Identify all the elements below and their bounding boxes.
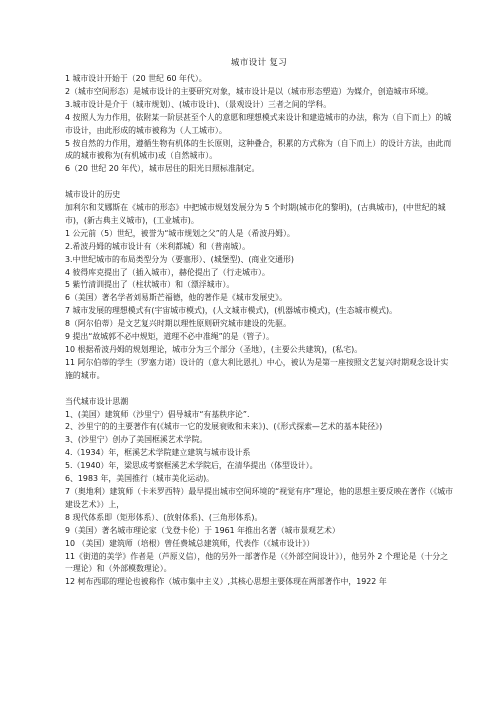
paragraph: 4 彼得库克提出了（插入城市），赫伦提出了（行走城市）。 xyxy=(65,267,270,277)
paragraph: 3.中世纪城市的布局类型分为（要塞形）、(城堡型)、(商业交通形) xyxy=(65,254,294,264)
paragraph: 1 公元前（5）世纪，被誉为“城市规划之父”的人是（希波丹姆）。 xyxy=(65,228,295,238)
paragraph: 2.希波丹姆的城市设计有（米利都城）和（普南城）。 xyxy=(65,241,251,251)
paragraph: 9 提出“故城郭不必中规矩，道理不必中准绳”的是（管子）。 xyxy=(65,332,275,342)
section-contemporary xyxy=(65,396,453,590)
paragraph: 1 城市设计开始于（20 世纪 60 年代）。 xyxy=(65,74,207,83)
paragraph: 8（阿尔伯蒂）是文艺复兴时期以理性原则研究城市建设的先驱。 xyxy=(65,319,291,329)
paragraph: 5 按自然的力作用，遵循生物有机体的生长原则，这种叠合，积累的方式称为（自下而上）的设计方法，由此而成的城市被称为(有机城市)或（自然城市）。 xyxy=(65,138,452,161)
paragraph: 6（20 世纪 20 年代），城市居住的阳光日照标准制定。 xyxy=(65,164,260,174)
paragraph: 3、(沙里宁）创办了美国框溪艺术学院。 xyxy=(65,435,208,445)
paragraph: 5 紫竹清训提出了（柱状城市）和（漂浮城市）。 xyxy=(65,280,235,290)
paragraph: 3.城市设计是介于（城市规划）、(城市设计)、（景观设计）三者之间的学科。 xyxy=(65,99,332,109)
paragraph: 6、1983 年，美国推行（城市美化运动)。 xyxy=(65,474,215,484)
paragraph: 4 按照人为力作用，依附某一阶层甚至个人的意愿和理想模式来设计和建造城市的办法，称为（自下而上）的城市设计，由此形成的城市被称为（人工城市）。 xyxy=(65,112,452,135)
paragraph: 2、沙里宁的的主要著作有(《城市一它的发展衰败和未来》)、(《形式探索—艺术的基本陡径》) xyxy=(65,422,383,432)
section-heading: 城市设计的历史 xyxy=(65,190,121,200)
paragraph: 4.（1934）年，框溪艺术学院建立建筑与城市设计系 xyxy=(65,448,251,458)
paragraph: 8 现代体系即（矩形体系）、(放射体系)、(三角形体系)。 xyxy=(65,512,263,522)
paragraph: 7 城市发展的理想模式有(宇宙城市模式)，(人文城市模式)，(机器城市模式)，(生态城市模式)。 xyxy=(65,306,398,316)
paragraph: 10 （美国）建筑师（培根）曾任费城总建筑师，代表作（《城市设计》） xyxy=(65,538,315,548)
paragraph: 12 柯布西耶的理论也被称作（城市集中主义）,其核心思想主要体现在两部著作中，1922 年 xyxy=(65,577,387,587)
section-heading: 当代城市设计思潮 xyxy=(65,396,129,406)
paragraph: 2（城市空间形态）是城市设计的主要研究对象，城市设计是以（城市形态塑造）为媒介，创造城市环境。 xyxy=(65,86,433,96)
section-history xyxy=(65,189,453,383)
paragraph: 1、(美国）建筑师（沙里宁）倡导城市“有基秩序论”. xyxy=(65,409,250,419)
section-intro xyxy=(65,73,453,176)
paragraph: 加利尔和艾娜斯在《城市的形态》中把城市规划发展分为 5 个时期(城市化的黎明)，(古典城市)，(中世纪的城市)，(新古典主义城市)，(工业城市)。 xyxy=(65,203,446,225)
document-title: 城市设计 复习 xyxy=(230,58,288,68)
paragraph: 10 根据希波丹姆的规划理论，城市分为三个部分（圣地），(主要公共建筑)，(私宅)。 xyxy=(65,345,363,355)
paragraph: 6（美国）著名学者刘易斯芒福德，他的著作是《城市发展史》。 xyxy=(65,293,288,303)
paragraph: 11 阿尔伯蒂的学生（罗塞力诺）设计的（意大利比恩扎）中心，被认为是第一座按照文艺复兴时期观念设计实施的城市。 xyxy=(65,357,449,380)
paragraph: 5.（1940）年，梁思成考察框溪艺术学院后，在清华提出（体型设计）。 xyxy=(65,461,318,471)
paragraph: 11《街道的美学》作者是（芦原义信），他的另外一部著作是（《外部空间设计》），他另外 2 个理论是（十分之一理论）和（外部模数理论）。 xyxy=(65,551,449,574)
paragraph: 7（奥地利）建筑师（卡米罗西特）最早提出城市空间环境的“视觉有序”理论，他的思想主要反映在著作（《城市建设艺术》）上， xyxy=(65,486,453,509)
paragraph: 9（美国）著名城市理论家（戈登卡伦）于 1961 年推出名著（城市景观艺术） xyxy=(65,525,340,535)
section-gap xyxy=(65,176,453,189)
section-gap xyxy=(65,383,453,396)
